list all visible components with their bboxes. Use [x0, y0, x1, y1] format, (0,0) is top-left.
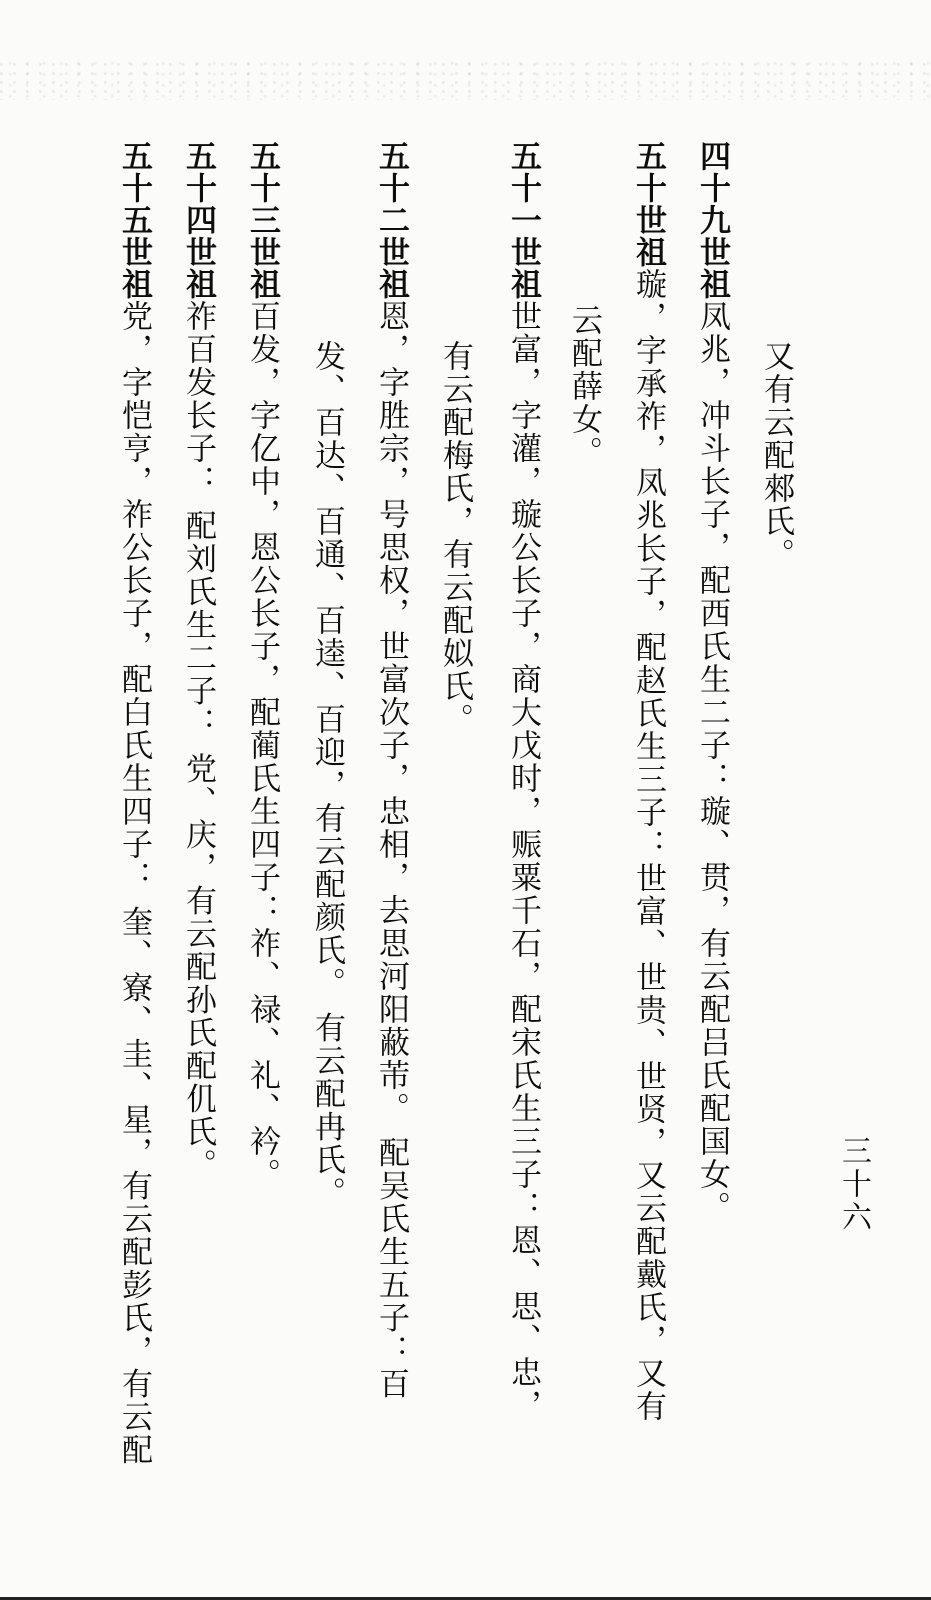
text-column-4: [566, 304, 602, 469]
column-text: 世富，字灌，璇公长子，商大戊时，赈粟千石，配宋氏生三子：恩、思、忠，: [505, 300, 541, 1422]
column-text: 云配薛女。: [566, 304, 602, 469]
scan-noise-band: [0, 60, 931, 100]
text-column-9: [244, 140, 280, 1191]
generation-heading: 五十四世祖: [180, 140, 216, 300]
text-column-10: [180, 140, 216, 1182]
generation-heading: 四十九世祖: [694, 140, 730, 300]
column-text: 祚百发长子： 配刘氏生二子： 党、庆，有云配孙氏配仉氏。: [180, 300, 216, 1182]
text-column-11: [116, 140, 152, 1467]
text-column-1: [758, 340, 794, 571]
column-text: 有云配梅氏，有云配姒氏。: [437, 340, 473, 736]
column-text: 百发，字亿中，恩公长子，配蔺氏生四子：祚、禄、礼、衿。: [244, 300, 280, 1191]
text-column-3: [630, 140, 666, 1423]
column-text: 凤兆，冲斗长子，配西氏生二子：璇、贯，有云配吕氏配国女。: [694, 300, 730, 1224]
column-text: 党，字恺亨，祚公长子，配白氏生四子： 奎、寮、圭、星，有云配彭氏，有云配: [116, 300, 152, 1467]
generation-heading: 五十一世祖: [505, 140, 541, 300]
column-text: 又有云配郲氏。: [758, 340, 794, 571]
column-text: 发、百达、百通、百逵、百迎，有云配颜氏。 有云配冉氏。: [309, 340, 345, 1210]
page-number: 三十六: [836, 1135, 871, 1234]
text-column-2: [694, 140, 730, 1224]
text-column-5: [505, 140, 541, 1422]
column-text: 恩，字胜宗，号思权，世富次子，忠相，去思河阳蔽芾。 配吴氏生五子：百: [373, 300, 409, 1401]
generation-heading: 五十五世祖: [116, 140, 152, 300]
text-column-6: [437, 340, 473, 736]
text-column-8: [309, 340, 345, 1210]
generation-heading: 五十二世祖: [373, 140, 409, 300]
column-text: 璇，字承祚，凤兆长子，配赵氏生三子：世富、世贵、世贤，又云配戴氏，又有: [630, 268, 666, 1423]
text-column-7: [373, 140, 409, 1401]
generation-heading: 五十世祖: [630, 140, 666, 268]
generation-heading: 五十三世祖: [244, 140, 280, 300]
